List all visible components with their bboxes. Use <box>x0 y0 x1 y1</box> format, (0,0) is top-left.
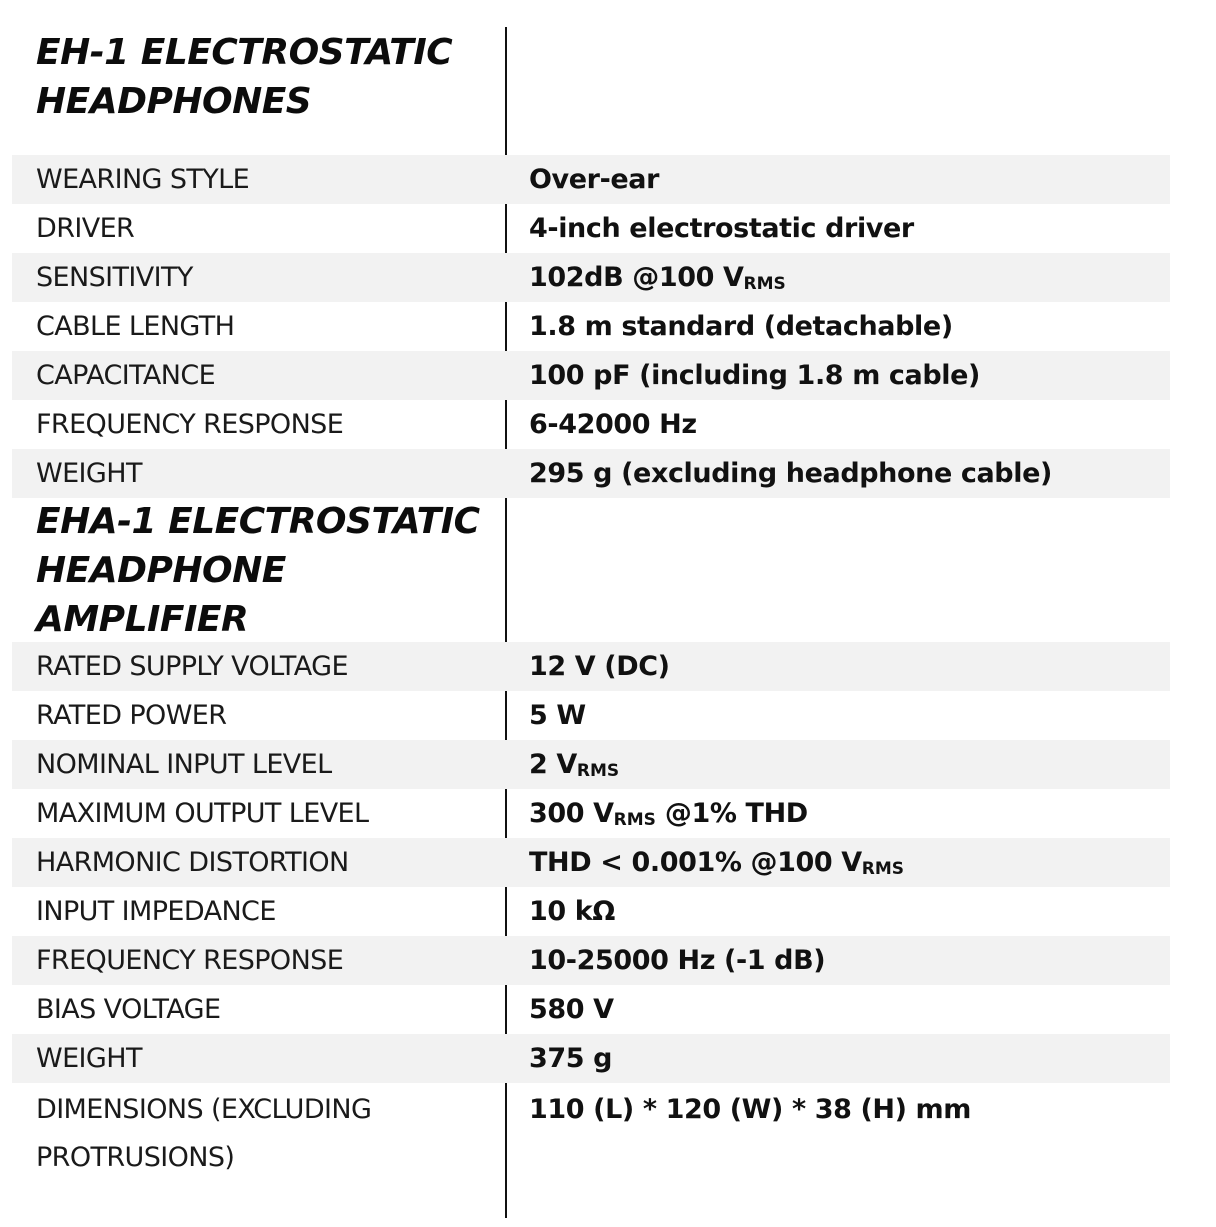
spec-value: 295 g (excluding headphone cable) <box>529 458 1052 489</box>
table-row <box>12 400 1170 449</box>
spec-value: 10-25000 Hz (-1 dB) <box>529 945 826 976</box>
headphones-heading: EH-1 ELECTROSTATIC HEADPHONES <box>36 32 453 122</box>
spec-value: 110 (L) * 120 (W) * 38 (H) mm <box>529 1094 972 1125</box>
spec-value: 5 W <box>529 700 586 731</box>
table-row <box>12 936 1170 985</box>
amplifier-spec-table <box>12 642 1170 1180</box>
spec-label: NOMINAL INPUT LEVEL <box>36 749 332 780</box>
spec-value: 300 VRMS @1% THD <box>529 797 808 830</box>
spec-label: CAPACITANCE <box>36 360 216 391</box>
table-row <box>12 887 1170 936</box>
headphones-spec-table <box>12 155 1170 498</box>
rms-subscript: RMS <box>861 858 905 879</box>
table-row <box>12 985 1170 1034</box>
table-row <box>12 642 1170 691</box>
table-row <box>12 838 1170 887</box>
spec-value: 375 g <box>529 1043 613 1074</box>
table-row <box>12 204 1170 253</box>
table-row <box>12 155 1170 204</box>
spec-value: 6-42000 Hz <box>529 409 697 440</box>
spec-value: 10 kΩ <box>529 896 615 927</box>
spec-value: 102dB @100 VRMS <box>529 261 786 294</box>
table-row <box>12 351 1170 400</box>
rms-subscript: RMS <box>743 273 786 294</box>
spec-label: FREQUENCY RESPONSE <box>36 409 344 440</box>
rms-subscript: RMS <box>576 760 620 781</box>
spec-label: HARMONIC DISTORTION <box>36 847 349 878</box>
table-row <box>12 1083 1170 1180</box>
table-row <box>12 1034 1170 1083</box>
spec-label: INPUT IMPEDANCE <box>36 896 276 927</box>
table-row <box>12 253 1170 302</box>
spec-value: 4-inch electrostatic driver <box>529 213 914 244</box>
table-row <box>12 691 1170 740</box>
spec-label: CABLE LENGTH <box>36 311 235 342</box>
spec-label: FREQUENCY RESPONSE <box>36 945 344 976</box>
table-row <box>12 740 1170 789</box>
amplifier-heading: EHA-1 ELECTROSTATIC HEADPHONE AMPLIFIER <box>36 501 480 640</box>
table-row <box>12 302 1170 351</box>
spec-value: 12 V (DC) <box>529 651 670 682</box>
spec-label: DIMENSIONS (EXCLUDING PROTRUSIONS) <box>36 1094 372 1173</box>
spec-label: WEARING STYLE <box>36 164 250 195</box>
table-row <box>12 789 1170 838</box>
spec-label: WEIGHT <box>36 1043 142 1074</box>
spec-value: 1.8 m standard (detachable) <box>529 311 953 342</box>
spec-label: RATED POWER <box>36 700 227 731</box>
spec-value: 2 VRMS <box>529 748 620 781</box>
spec-value: 580 V <box>529 994 614 1025</box>
spec-value: 100 pF (including 1.8 m cable) <box>529 360 980 391</box>
spec-label: WEIGHT <box>36 458 142 489</box>
spec-label: DRIVER <box>36 213 135 244</box>
spec-label: BIAS VOLTAGE <box>36 994 221 1025</box>
spec-label: RATED SUPPLY VOLTAGE <box>36 651 348 682</box>
spec-value: Over-ear <box>529 164 660 195</box>
rms-subscript: RMS <box>613 809 656 830</box>
spec-value: THD < 0.001% @100 VRMS <box>529 846 905 879</box>
table-row <box>12 449 1170 498</box>
spec-label: MAXIMUM OUTPUT LEVEL <box>36 798 369 829</box>
spec-label: SENSITIVITY <box>36 262 193 293</box>
